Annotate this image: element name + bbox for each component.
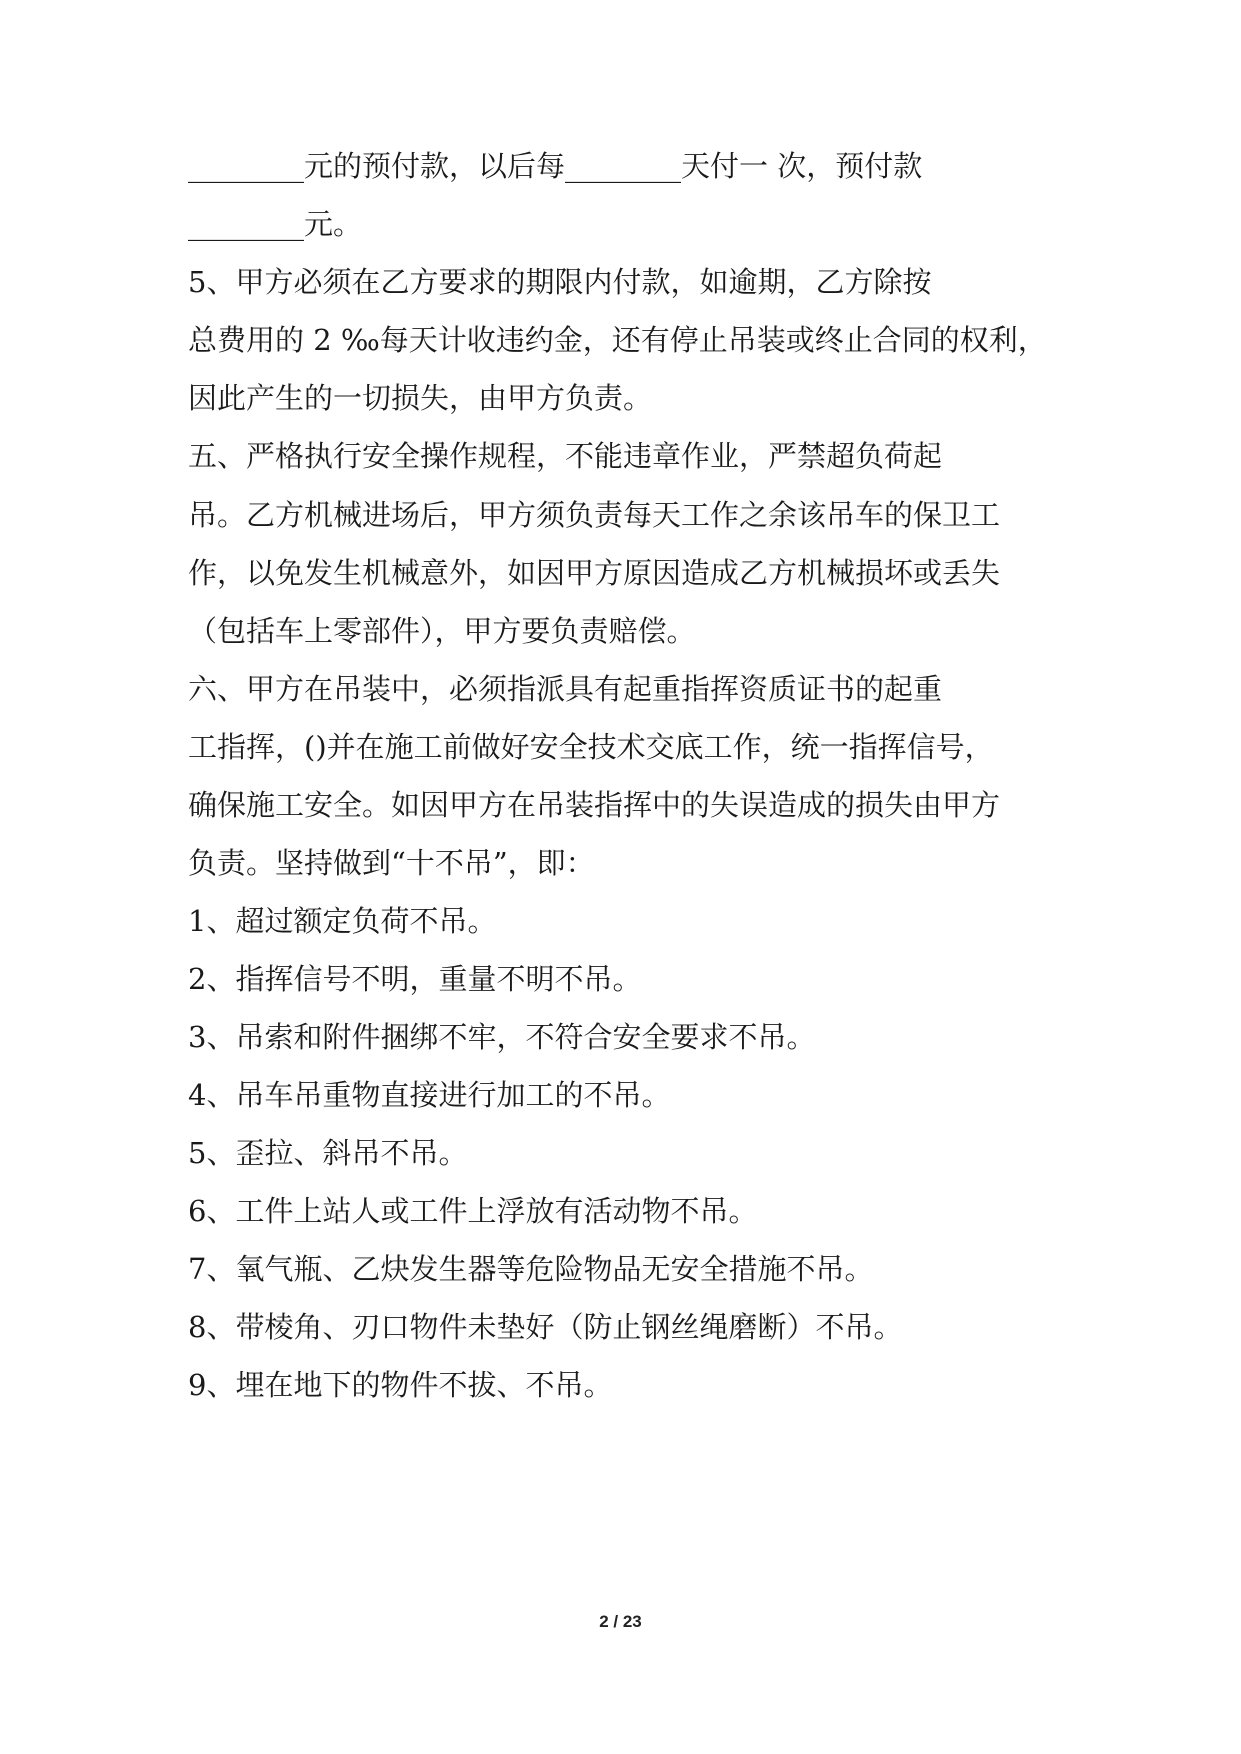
text-line: ________元的预付款，以后每________天付一 次，预付款 <box>188 149 923 183</box>
list-item: 7、氧气瓶、乙炔发生器等危险物品无安全措施不吊。 <box>188 1252 874 1286</box>
page-number: 2 / 23 <box>599 1612 642 1631</box>
list-item: 6、工件上站人或工件上浮放有活动物不吊。 <box>188 1194 758 1228</box>
text-line: 因此产生的一切损失，由甲方负责。 <box>188 381 653 415</box>
text-line: 工指挥，()并在施工前做好安全技术交底工作，统一指挥信号， <box>188 730 994 764</box>
text-line: （包括车上零部件），甲方要负责赔偿。 <box>188 614 696 648</box>
text-line: 总费用的 2 ‰每天计收违约金，还有停止吊装或终止合同的权利， <box>188 323 1047 357</box>
text-line: 负责。坚持做到“十不吊”，即： <box>188 846 595 880</box>
list-item: 8、带棱角、刃口物件未垫好（防止钢丝绳磨断）不吊。 <box>188 1310 903 1344</box>
text-line: 5、甲方必须在乙方要求的期限内付款，如逾期，乙方除按 <box>188 265 932 299</box>
list-item: 9、埋在地下的物件不拔、不吊。 <box>188 1368 613 1402</box>
text-line: 五、严格执行安全操作规程，不能违章作业，严禁超负荷起 <box>188 439 943 473</box>
text-line: 六、甲方在吊装中，必须指派具有起重指挥资质证书的起重 <box>188 672 943 706</box>
text-line: ________元。 <box>188 207 363 241</box>
text-line: 作，以免发生机械意外，如因甲方原因造成乙方机械损坏或丢失 <box>188 556 1001 590</box>
list-item: 2、指挥信号不明，重量不明不吊。 <box>188 962 642 996</box>
list-item: 3、吊索和附件捆绑不牢，不符合安全要求不吊。 <box>188 1020 816 1054</box>
text-line: 吊。乙方机械进场后，甲方须负责每天工作之余该吊车的保卫工 <box>188 498 1001 532</box>
list-item: 4、吊车吊重物直接进行加工的不吊。 <box>188 1078 671 1112</box>
list-item: 1、超过额定负荷不吊。 <box>188 904 497 938</box>
text-line: 确保施工安全。如因甲方在吊装指挥中的失误造成的损失由甲方 <box>188 788 1001 822</box>
list-item: 5、歪拉、斜吊不吊。 <box>188 1136 468 1170</box>
